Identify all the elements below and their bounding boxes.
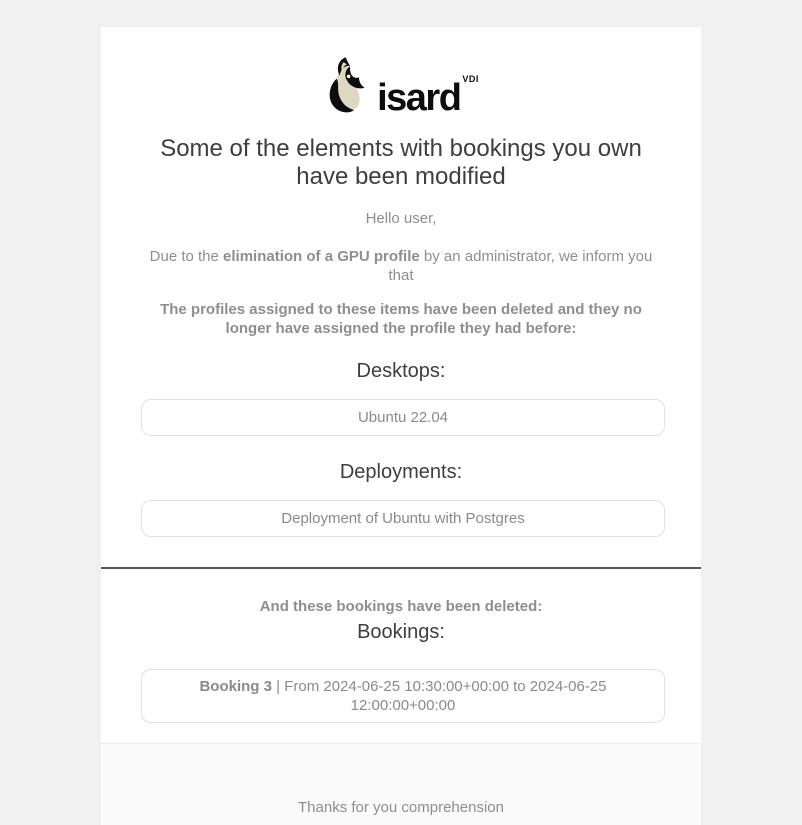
greeting-text: Hello user, (365, 210, 437, 227)
booking-details: | From 2024-06-25 10:30:00+00:00 to 2024-06-25 12:00:00+00:00 (271, 678, 607, 714)
isard-animal-icon (323, 57, 371, 115)
section-divider (101, 567, 701, 569)
footer-thanks-text: Thanks for you comprehension (298, 799, 504, 816)
deployments-heading: Deployments: (339, 461, 463, 483)
deployment-item: Deployment of Ubuntu with Postgres (141, 500, 665, 537)
bookings-intro-text: And these bookings have been deleted: (259, 598, 543, 615)
page-title: Some of the elements with bookings you own have been modified (160, 135, 642, 190)
email-body-card (101, 27, 701, 743)
desktops-heading: Desktops: (356, 360, 446, 382)
logo-wordmark: isard (377, 76, 461, 119)
reason-prefix: Due to the (149, 248, 224, 265)
notice-text: The profiles assigned to these items have been deleted and they no longer have assigned the profile they had before: (160, 301, 642, 337)
booking-item (141, 669, 665, 723)
bookings-heading: Bookings: (357, 621, 445, 643)
booking-name: Booking 3 (199, 678, 272, 695)
isard-vdi-logo (141, 57, 661, 119)
desktop-item: Ubuntu 22.04 (141, 399, 665, 436)
email-footer (101, 743, 701, 825)
reason-suffix: by an administrator, we inform you that (388, 248, 653, 284)
reason-bold-text: elimination of a GPU profile (223, 248, 420, 265)
email-container (101, 0, 701, 825)
reason-text (141, 247, 661, 285)
logo-vdi-superscript: VDI (462, 74, 479, 84)
